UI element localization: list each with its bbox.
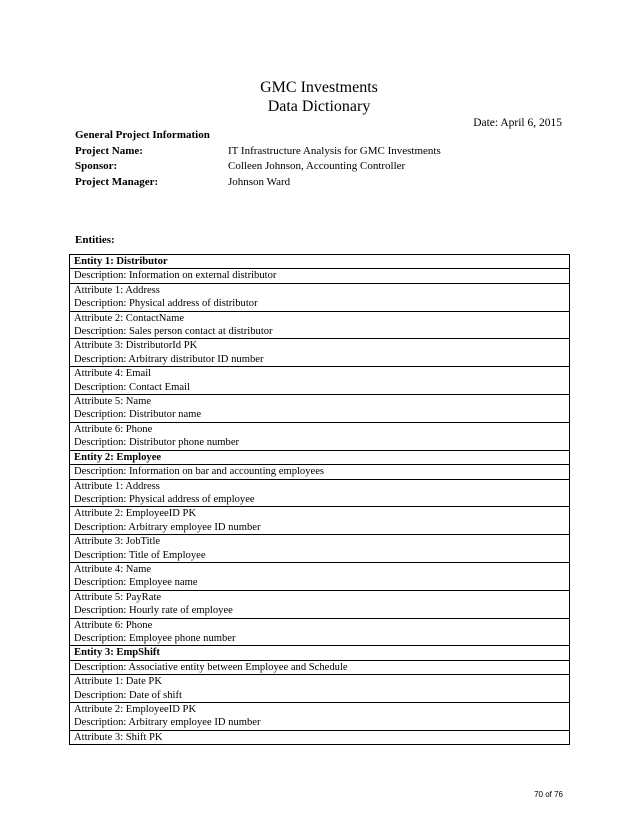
cell-line-primary: Entity 2: Employee: [74, 451, 162, 463]
cell-line-description: Description: Sales person contact at distributor: [74, 326, 273, 338]
cell-line-primary: Attribute 3: JobTitle: [74, 536, 161, 548]
project-manager-label: Project Manager:: [75, 175, 159, 188]
cell-line-primary: Attribute 5: Name: [74, 396, 152, 408]
attribute-row: [70, 563, 569, 591]
cell-line-primary: Attribute 2: ContactName: [74, 312, 185, 324]
cell-line-primary: Attribute 6: Phone: [74, 619, 153, 631]
attribute-row: [70, 591, 569, 619]
cell-line-primary: Attribute 1: Address: [74, 480, 160, 492]
cell-line-description: Description: Date of shift: [74, 689, 182, 701]
page-number: 70 of 76: [534, 790, 563, 799]
project-info-heading: General Project Information: [75, 129, 210, 141]
title-doc-type: Data Dictionary: [267, 98, 371, 115]
cell-line-primary: Description: Information on external distributor: [74, 270, 277, 282]
cell-line-description: Description: Hourly rate of employee: [74, 605, 233, 617]
cell-line-description: Description: Employee name: [74, 577, 198, 589]
project-manager-value: Johnson Ward: [228, 175, 291, 188]
sponsor-value: Colleen Johnson, Accounting Controller: [228, 160, 406, 172]
cell-line-description: Description: Employee phone number: [74, 632, 236, 644]
entity-header-row: [70, 255, 569, 269]
attribute-row: [70, 395, 569, 423]
cell-line-primary: Attribute 3: Shift PK: [74, 731, 163, 743]
entity-header-row: [70, 646, 569, 660]
entity-description-row: [70, 269, 569, 283]
attribute-row: [70, 675, 569, 703]
cell-line-primary: Attribute 1: Address: [74, 284, 160, 296]
cell-line-description: Description: Distributor phone number: [74, 437, 240, 449]
cell-line-primary: Attribute 1: Date PK: [74, 676, 162, 688]
attribute-row: [70, 284, 569, 312]
attribute-row: [70, 507, 569, 535]
sponsor-label: Sponsor:: [75, 160, 118, 172]
cell-line-description: Description: Title of Employee: [74, 549, 206, 561]
cell-line-primary: Attribute 4: Name: [74, 563, 152, 575]
project-name-label: Project Name:: [75, 144, 143, 157]
cell-line-description: Description: Arbitrary employee ID number: [74, 521, 261, 533]
cell-line-description: Description: Physical address of employee: [74, 493, 255, 505]
attribute-row: [70, 339, 569, 367]
cell-line-description: Description: Contact Email: [74, 381, 190, 393]
cell-line-primary: Description: Associative entity between Employee and Schedule: [74, 661, 348, 673]
entity-table: [69, 254, 570, 745]
project-name-row: [75, 144, 441, 160]
entity-description-row: [70, 465, 569, 479]
attribute-row: [70, 703, 569, 731]
project-name-value: IT Infrastructure Analysis for GMC Investments: [228, 144, 441, 157]
cell-line-description: Description: Physical address of distributor: [74, 298, 258, 310]
document-date: Date: April 6, 2015: [473, 117, 562, 129]
cell-line-primary: Attribute 6: Phone: [74, 423, 153, 435]
attribute-row: [70, 423, 569, 451]
attribute-row: [70, 312, 569, 340]
attribute-row: [70, 619, 569, 647]
cell-line-description: Description: Arbitrary distributor ID number: [74, 353, 264, 365]
document-title: [0, 78, 638, 116]
cell-line-primary: Attribute 3: DistributorId PK: [74, 340, 198, 352]
attribute-row: [70, 367, 569, 395]
attribute-row: [70, 480, 569, 508]
attribute-row: [70, 535, 569, 563]
cell-line-primary: Attribute 5: PayRate: [74, 591, 162, 603]
cell-line-primary: Entity 3: EmpShift: [74, 647, 160, 659]
title-company: GMC Investments: [260, 79, 378, 96]
sponsor-row: [75, 159, 441, 175]
cell-line-primary: Attribute 4: Email: [74, 368, 152, 380]
project-manager-row: [75, 175, 441, 191]
cell-line-description: Description: Distributor name: [74, 409, 202, 421]
cell-line-primary: Entity 1: Distributor: [74, 256, 168, 267]
entity-header-row: [70, 451, 569, 465]
cell-line-description: Description: Arbitrary employee ID number: [74, 717, 261, 729]
project-info-block: [75, 128, 441, 190]
entity-description-row: [70, 661, 569, 675]
cell-line-primary: Attribute 2: EmployeeID PK: [74, 508, 197, 520]
cell-line-primary: Description: Information on bar and accounting employees: [74, 466, 325, 478]
attribute-row: [70, 731, 569, 745]
entities-heading: Entities:: [75, 234, 115, 246]
cell-line-primary: Attribute 2: EmployeeID PK: [74, 704, 197, 715]
